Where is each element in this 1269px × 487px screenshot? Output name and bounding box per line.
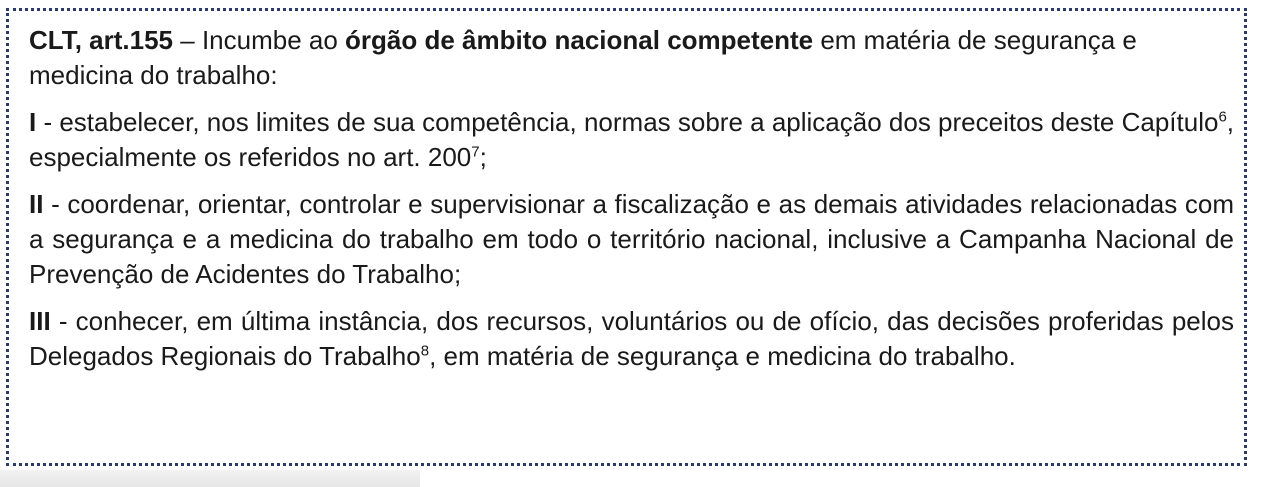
item-text-b: , especialmente os referidos no art. 200	[29, 107, 1235, 172]
footnote-marker: 7	[471, 143, 480, 161]
article-item-iii	[29, 304, 1234, 374]
intro-bold-text: órgão de âmbito nacional competente	[345, 25, 814, 55]
item-text-a: - estabelecer, nos limites de sua competência, normas sobre a aplicação dos preceitos deste Capítulo	[36, 107, 1219, 137]
article-intro	[29, 23, 1234, 93]
item-text-a: - conhecer, em última instância, dos recursos, voluntários ou de ofício, das decisões proferidas pelos Delegados Regionais do Trabalho	[29, 306, 1234, 371]
article-item-i	[29, 105, 1234, 175]
article-dash: –	[173, 25, 202, 55]
law-article-box	[6, 8, 1247, 466]
bottom-shadow	[0, 470, 420, 487]
intro-text-b: em matéria de segurança e medicina do trabalho:	[29, 25, 1137, 90]
item-numeral: II	[29, 189, 44, 219]
article-content	[29, 23, 1234, 374]
article-reference: CLT, art.155	[29, 25, 174, 55]
footnote-marker: 8	[420, 342, 430, 360]
intro-text-a: Incumbe ao	[201, 25, 346, 55]
item-numeral: III	[29, 306, 51, 336]
article-item-ii	[29, 187, 1234, 292]
item-text-b: , em matéria de segurança e medicina do trabalho.	[429, 341, 1016, 371]
item-text-c: ;	[479, 142, 487, 172]
item-numeral: I	[29, 107, 37, 137]
item-text-a: - coordenar, orientar, controlar e supervisionar a fiscalização e as demais atividades relacionadas com a segurança e a medicina do trabalho em todo o território nacional, inclusive a Campanha Nacional de Prevenção de Acidentes do Trabalho;	[29, 189, 1234, 289]
footnote-marker: 6	[1218, 108, 1227, 126]
